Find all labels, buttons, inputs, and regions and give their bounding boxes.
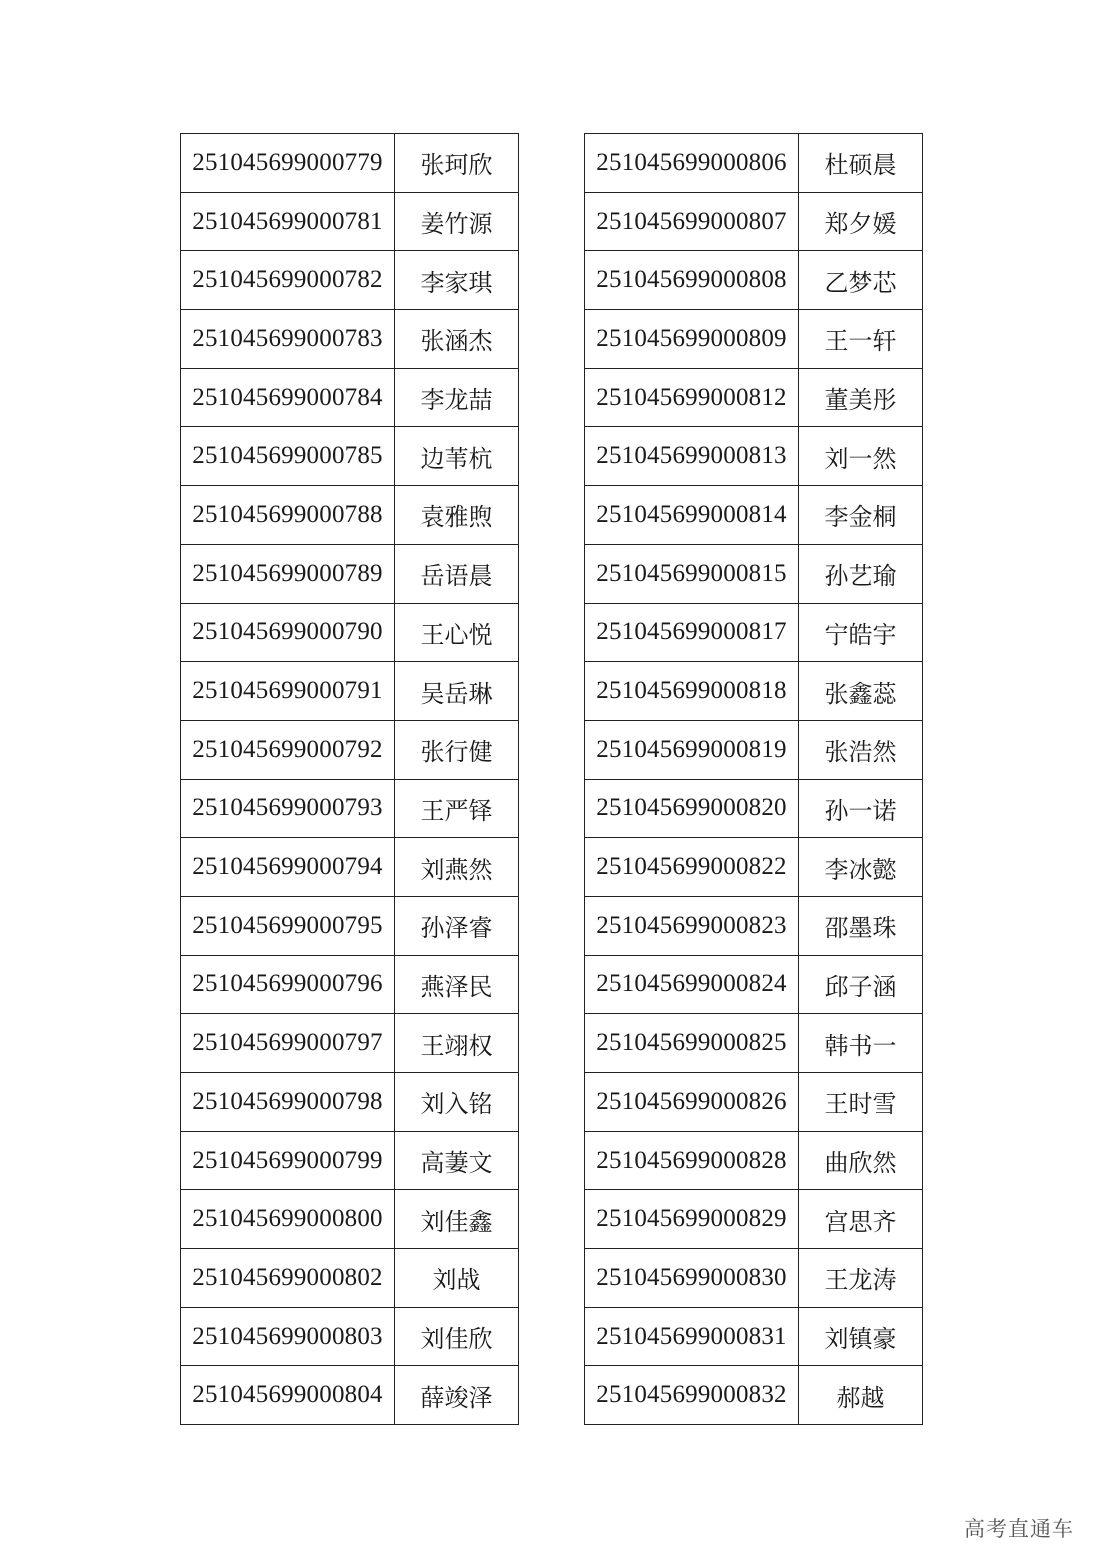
table-row <box>585 603 923 662</box>
table-row <box>181 1249 519 1308</box>
candidate-name-cell: 王心悦 <box>395 603 519 662</box>
candidate-id-cell: 251045699000815 <box>585 544 799 603</box>
table-row <box>585 1249 923 1308</box>
table-row <box>181 251 519 310</box>
candidate-name-cell: 边苇杭 <box>395 427 519 486</box>
table-row <box>585 662 923 721</box>
candidate-name-cell: 吴岳琳 <box>395 662 519 721</box>
candidate-name-cell: 张鑫蕊 <box>799 662 923 721</box>
candidate-id-cell: 251045699000832 <box>585 1366 799 1425</box>
candidate-id-cell: 251045699000826 <box>585 1073 799 1132</box>
candidate-name-cell: 李龙喆 <box>395 368 519 427</box>
table-row <box>585 838 923 897</box>
candidate-name-cell: 张珂欣 <box>395 134 519 193</box>
candidate-id-cell: 251045699000803 <box>181 1307 395 1366</box>
candidate-name-cell: 杜硕晨 <box>799 134 923 193</box>
table-row <box>585 1190 923 1249</box>
candidate-id-cell: 251045699000829 <box>585 1190 799 1249</box>
candidate-id-cell: 251045699000793 <box>181 779 395 838</box>
candidate-name-cell: 邱子涵 <box>799 955 923 1014</box>
table-row <box>585 720 923 779</box>
table-row <box>585 1307 923 1366</box>
table-row <box>181 1073 519 1132</box>
table-row <box>585 1073 923 1132</box>
table-row <box>585 896 923 955</box>
candidate-id-cell: 251045699000792 <box>181 720 395 779</box>
candidate-id-cell: 251045699000813 <box>585 427 799 486</box>
roster-table-left-body <box>181 134 519 1425</box>
candidate-id-cell: 251045699000814 <box>585 486 799 545</box>
table-row <box>181 896 519 955</box>
candidate-id-cell: 251045699000800 <box>181 1190 395 1249</box>
table-row <box>181 544 519 603</box>
candidate-id-cell: 251045699000823 <box>585 896 799 955</box>
roster-table-right-body <box>585 134 923 1425</box>
candidate-name-cell: 燕泽民 <box>395 955 519 1014</box>
candidate-name-cell: 孙艺瑜 <box>799 544 923 603</box>
candidate-name-cell: 刘燕然 <box>395 838 519 897</box>
candidate-id-cell: 251045699000807 <box>585 192 799 251</box>
table-row <box>585 310 923 369</box>
table-row <box>181 486 519 545</box>
table-row <box>585 368 923 427</box>
candidate-name-cell: 薛竣泽 <box>395 1366 519 1425</box>
candidate-id-cell: 251045699000783 <box>181 310 395 369</box>
candidate-name-cell: 姜竹源 <box>395 192 519 251</box>
candidate-id-cell: 251045699000782 <box>181 251 395 310</box>
watermark-text: 高考直通车 <box>964 1517 1074 1541</box>
candidate-name-cell: 刘镇豪 <box>799 1307 923 1366</box>
candidate-name-cell: 曲欣然 <box>799 1131 923 1190</box>
candidate-name-cell: 王一轩 <box>799 310 923 369</box>
candidate-name-cell: 李冰懿 <box>799 838 923 897</box>
table-row <box>181 1307 519 1366</box>
candidate-id-cell: 251045699000789 <box>181 544 395 603</box>
candidate-name-cell: 张浩然 <box>799 720 923 779</box>
candidate-id-cell: 251045699000791 <box>181 662 395 721</box>
candidate-name-cell: 乙梦芯 <box>799 251 923 310</box>
candidate-id-cell: 251045699000798 <box>181 1073 395 1132</box>
candidate-id-cell: 251045699000830 <box>585 1249 799 1308</box>
table-row <box>181 662 519 721</box>
candidate-id-cell: 251045699000819 <box>585 720 799 779</box>
candidate-name-cell: 韩书一 <box>799 1014 923 1073</box>
candidate-id-cell: 251045699000812 <box>585 368 799 427</box>
candidate-name-cell: 刘战 <box>395 1249 519 1308</box>
candidate-id-cell: 251045699000818 <box>585 662 799 721</box>
candidate-id-cell: 251045699000788 <box>181 486 395 545</box>
candidate-name-cell: 王龙涛 <box>799 1249 923 1308</box>
candidate-name-cell: 孙一诺 <box>799 779 923 838</box>
table-row <box>181 603 519 662</box>
table-row <box>181 1014 519 1073</box>
table-row <box>585 544 923 603</box>
table-row <box>585 486 923 545</box>
candidate-name-cell: 刘佳欣 <box>395 1307 519 1366</box>
table-row <box>181 1190 519 1249</box>
candidate-id-cell: 251045699000820 <box>585 779 799 838</box>
table-row <box>181 955 519 1014</box>
candidate-id-cell: 251045699000822 <box>585 838 799 897</box>
candidate-id-cell: 251045699000779 <box>181 134 395 193</box>
candidate-name-cell: 张行健 <box>395 720 519 779</box>
candidate-name-cell: 王时雪 <box>799 1073 923 1132</box>
candidate-name-cell: 李金桐 <box>799 486 923 545</box>
candidate-id-cell: 251045699000809 <box>585 310 799 369</box>
table-row <box>181 1366 519 1425</box>
table-row <box>181 1131 519 1190</box>
candidate-id-cell: 251045699000796 <box>181 955 395 1014</box>
candidate-name-cell: 李家琪 <box>395 251 519 310</box>
candidate-id-cell: 251045699000797 <box>181 1014 395 1073</box>
candidate-name-cell: 刘一然 <box>799 427 923 486</box>
candidate-id-cell: 251045699000808 <box>585 251 799 310</box>
table-row <box>585 1366 923 1425</box>
table-row <box>585 192 923 251</box>
table-row <box>585 779 923 838</box>
candidate-id-cell: 251045699000795 <box>181 896 395 955</box>
table-row <box>585 1014 923 1073</box>
table-row <box>181 134 519 193</box>
table-row <box>181 720 519 779</box>
roster-table-right <box>584 133 923 1425</box>
candidate-id-cell: 251045699000802 <box>181 1249 395 1308</box>
candidate-id-cell: 251045699000799 <box>181 1131 395 1190</box>
candidate-id-cell: 251045699000790 <box>181 603 395 662</box>
candidate-id-cell: 251045699000784 <box>181 368 395 427</box>
table-row <box>585 251 923 310</box>
candidate-name-cell: 刘入铭 <box>395 1073 519 1132</box>
table-row <box>585 427 923 486</box>
table-row <box>585 1131 923 1190</box>
candidate-id-cell: 251045699000828 <box>585 1131 799 1190</box>
candidate-name-cell: 王翊权 <box>395 1014 519 1073</box>
candidate-id-cell: 251045699000785 <box>181 427 395 486</box>
candidate-name-cell: 孙泽睿 <box>395 896 519 955</box>
candidate-name-cell: 邵墨珠 <box>799 896 923 955</box>
table-row <box>181 779 519 838</box>
candidate-id-cell: 251045699000817 <box>585 603 799 662</box>
table-row <box>585 955 923 1014</box>
table-row <box>181 192 519 251</box>
candidate-id-cell: 251045699000831 <box>585 1307 799 1366</box>
table-row <box>181 427 519 486</box>
table-row <box>181 368 519 427</box>
candidate-id-cell: 251045699000825 <box>585 1014 799 1073</box>
table-row <box>585 134 923 193</box>
candidate-id-cell: 251045699000806 <box>585 134 799 193</box>
table-row <box>181 838 519 897</box>
table-row <box>181 310 519 369</box>
candidate-id-cell: 251045699000804 <box>181 1366 395 1425</box>
candidate-name-cell: 高萋文 <box>395 1131 519 1190</box>
candidate-name-cell: 郝越 <box>799 1366 923 1425</box>
candidate-name-cell: 张涵杰 <box>395 310 519 369</box>
candidate-name-cell: 王严铎 <box>395 779 519 838</box>
candidate-name-cell: 刘佳鑫 <box>395 1190 519 1249</box>
candidate-name-cell: 宁皓宇 <box>799 603 923 662</box>
candidate-name-cell: 袁雅煦 <box>395 486 519 545</box>
candidate-name-cell: 岳语晨 <box>395 544 519 603</box>
candidate-id-cell: 251045699000794 <box>181 838 395 897</box>
candidate-name-cell: 郑夕媛 <box>799 192 923 251</box>
candidate-id-cell: 251045699000781 <box>181 192 395 251</box>
roster-table-left <box>180 133 519 1425</box>
candidate-name-cell: 董美彤 <box>799 368 923 427</box>
candidate-id-cell: 251045699000824 <box>585 955 799 1014</box>
candidate-name-cell: 宫思齐 <box>799 1190 923 1249</box>
